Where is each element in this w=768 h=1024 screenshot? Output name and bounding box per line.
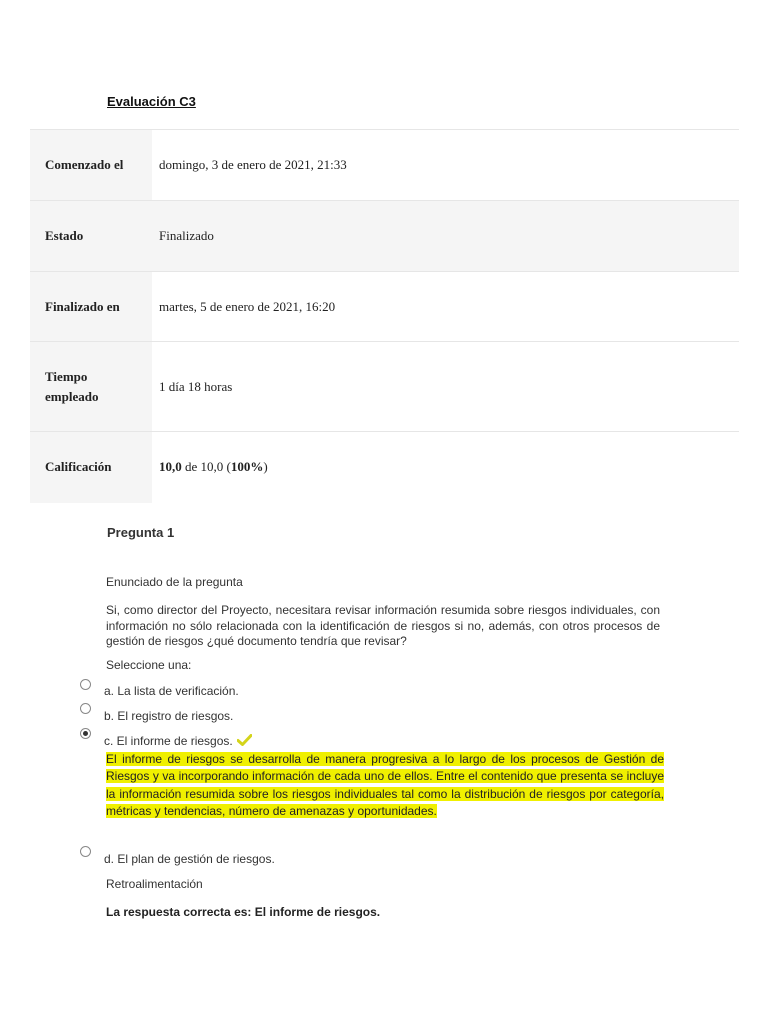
question-heading: Pregunta 1 xyxy=(107,525,175,540)
option-feedback xyxy=(106,751,664,820)
option-d-label[interactable]: d. El plan de gestión de riesgos. xyxy=(104,852,275,866)
started-value: domingo, 3 de enero de 2021, 21:33 xyxy=(152,130,739,201)
grade-percent: 100% xyxy=(230,459,264,475)
grade-value xyxy=(152,432,739,503)
finished-label: Finalizado en xyxy=(30,272,152,342)
radio-option-a[interactable] xyxy=(80,679,91,690)
option-c[interactable] xyxy=(104,734,252,749)
option-feedback-text: El informe de riesgos se desarrolla de manera progresiva a lo largo de los procesos de Gestión de Riesgos y va incorporando información de cada uno de ellos. Entre el contenido que presenta se incluye la información resumida sobre los riesgos individuales tal como la distribución de riesgos por categoría, métricas y tendencias, número de amenazas y oportunidades. xyxy=(106,752,664,818)
summary-row-grade xyxy=(30,432,739,503)
correct-answer: La respuesta correcta es: El informe de riesgos. xyxy=(106,905,381,919)
question-statement-label: Enunciado de la pregunta xyxy=(106,575,243,589)
summary-row-time xyxy=(30,342,739,432)
grade-of: de 10,0 ( xyxy=(181,459,231,475)
question-text: Si, como director del Proyecto, necesitara revisar información resumida sobre riesgos individuales, con información no sólo relacionada con la identificación de riesgos si no, además, con otros procesos de gestión de riesgos ¿qué documento tendría que revisar? xyxy=(106,603,660,648)
finished-value: martes, 5 de enero de 2021, 16:20 xyxy=(152,272,739,342)
started-label: Comenzado el xyxy=(30,130,152,201)
radio-option-c[interactable] xyxy=(80,728,91,739)
check-icon xyxy=(237,734,252,749)
summary-row-finished xyxy=(30,272,739,342)
select-prompt: Seleccione una: xyxy=(106,658,192,672)
option-b-label[interactable]: b. El registro de riesgos. xyxy=(104,709,234,723)
attempt-summary-table xyxy=(30,129,739,503)
option-c-label[interactable]: c. El informe de riesgos. xyxy=(104,734,233,748)
grade-label: Calificación xyxy=(30,432,152,503)
time-label xyxy=(30,342,152,432)
time-value: 1 día 18 horas xyxy=(152,342,739,432)
time-label-line1: Tiempo xyxy=(45,368,88,384)
summary-row-started xyxy=(30,130,739,201)
radio-option-b[interactable] xyxy=(80,703,91,714)
summary-row-state xyxy=(30,201,739,272)
time-label-line2: empleado xyxy=(45,388,99,404)
page-title[interactable]: Evaluación C3 xyxy=(107,94,196,109)
state-label: Estado xyxy=(30,201,152,272)
option-a-label[interactable]: a. La lista de verificación. xyxy=(104,684,239,698)
state-value: Finalizado xyxy=(152,201,739,272)
grade-close: ) xyxy=(263,459,268,475)
grade-score: 10,0 xyxy=(159,459,182,475)
feedback-label: Retroalimentación xyxy=(106,877,203,891)
radio-option-d[interactable] xyxy=(80,846,91,857)
